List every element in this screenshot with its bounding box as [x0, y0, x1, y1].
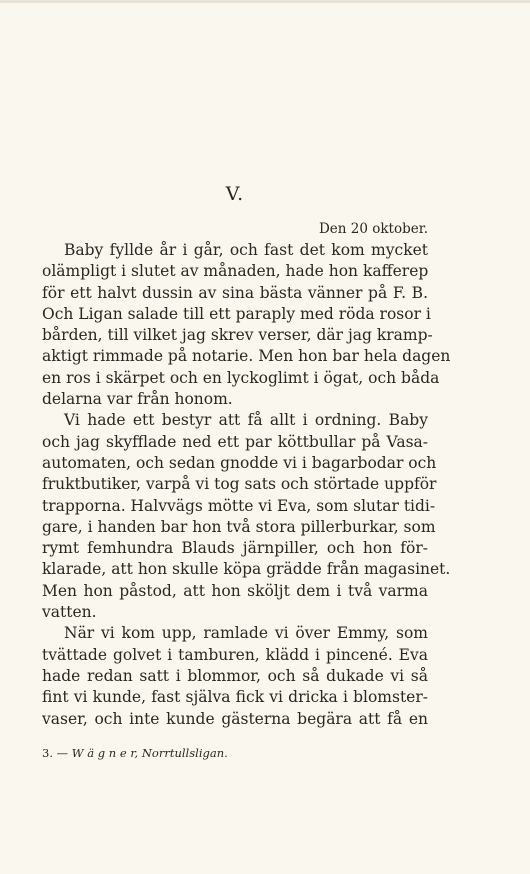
text-line: vaser, och inte kunde gästerna begära att få en	[42, 709, 428, 728]
text-line: Men hon påstod, att hon sköljt dem i två varma	[42, 581, 428, 600]
body-text	[42, 240, 451, 730]
text-line: för ett halvt dussin av sina bästa vänner på F. B.	[42, 283, 428, 302]
text-line: bården, till vilket jag skrev verser, där jag kramp-	[42, 326, 433, 345]
text-line: och jag skyfflade ned ett par köttbullar på Vasa-	[42, 432, 428, 451]
text-line: Och Ligan salade till ett paraply med röda rosor i	[42, 304, 431, 323]
text-line: fint vi kunde, fast själva fick vi dricka i blomster-	[42, 688, 428, 707]
text-line: När vi kom upp, ramlade vi över Emmy, som	[64, 624, 428, 643]
text-line: tvättade golvet i tamburen, klädd i pincené. Eva	[42, 645, 428, 664]
text-line: olämpligt i slutet av månaden, hade hon kafferep	[42, 262, 429, 281]
signature-number: 3. —	[42, 746, 69, 760]
text-line: rymt femhundra Blauds järnpiller, och hon för-	[42, 539, 428, 558]
text-line: trapporna. Halvvägs mötte vi Eva, som slutar tidi-	[42, 496, 436, 515]
page-top-edge	[0, 0, 530, 3]
text-line: hade redan satt i blommor, och så dukade vi så	[42, 666, 428, 685]
text-line: Baby fyllde år i går, och fast det kom mycket	[64, 241, 428, 259]
text-line: klarade, att hon skulle köpa grädde från magasinet.	[42, 560, 451, 579]
text-line: en ros i skärpet och en lyckoglimt i ögat, och båda	[42, 368, 440, 387]
text-line: delarna var från honom.	[42, 390, 233, 409]
date-line: Den 20 oktober.	[318, 221, 428, 237]
signature-title: W ä g n e r, Norrtullsligan.	[71, 746, 228, 760]
text-line: vatten.	[42, 603, 97, 622]
text-line: fruktbutiker, varpå vi tog sats och störtade uppför	[42, 475, 437, 494]
text-line: gare, i handen bar hon två stora pillerburkar, som	[42, 517, 436, 536]
text-line: aktigt rimmade på notarie. Men hon bar hela dagen	[42, 347, 451, 366]
footer-signature	[42, 746, 228, 760]
chapter-number: V.	[225, 183, 245, 205]
text-line: automaten, och sedan gnodde vi i bagarbodar och	[42, 453, 437, 472]
text-line: Vi hade ett bestyr att få allt i ordning. Baby	[64, 411, 428, 430]
